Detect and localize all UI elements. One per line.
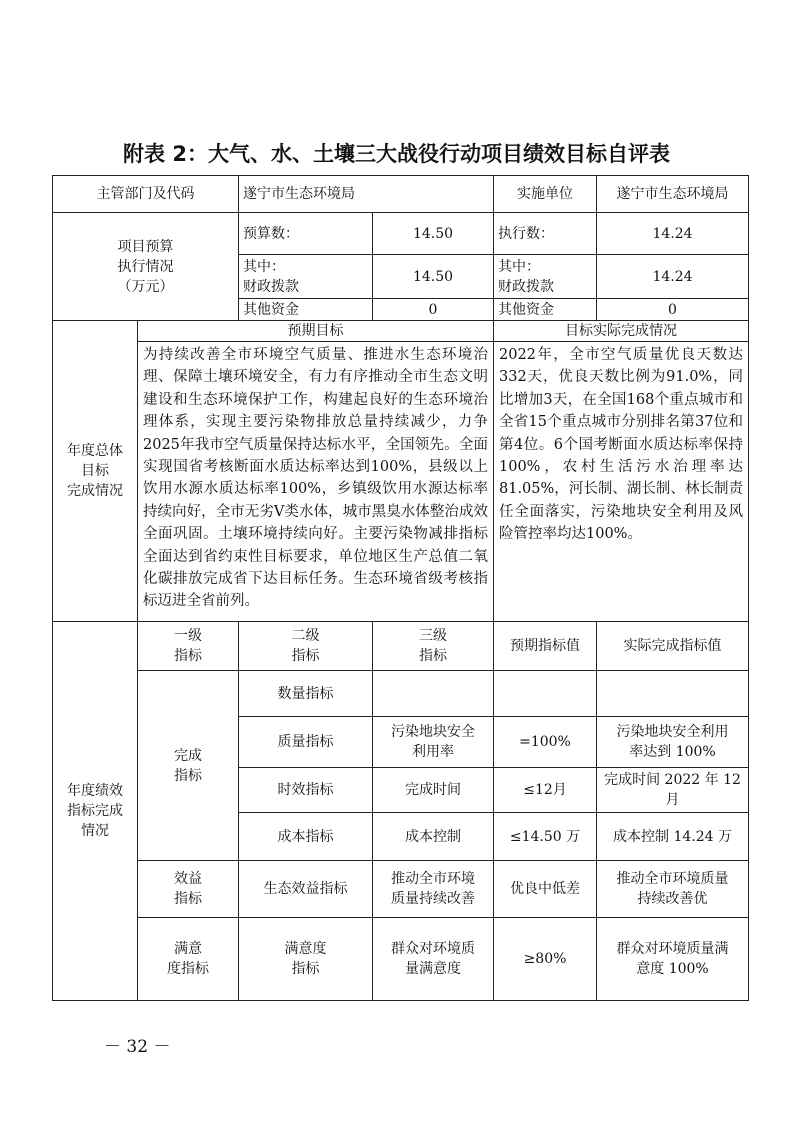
header-expected: 预期指标值 <box>494 622 597 671</box>
expected-value: =100% <box>494 717 597 768</box>
table-row <box>53 671 749 717</box>
fiscal-label: 其中： 财政拨款 <box>239 255 373 299</box>
level3: 推动全市环境 质量持续改善 <box>373 861 494 918</box>
actual-value: 成本控制 14.24 万 <box>597 813 749 861</box>
level2: 数量指标 <box>239 671 373 717</box>
actual-value: 完成时间 2022 年 12 月 <box>597 768 749 813</box>
level3: 成本控制 <box>373 813 494 861</box>
other-funds-label-exec: 其他资金 <box>494 299 597 321</box>
benefit-label: 效益 指标 <box>138 861 239 918</box>
other-funds-label: 其他资金 <box>239 299 373 321</box>
actual-value: 群众对环境质量满 意度 100% <box>597 918 749 1001</box>
expected-value: ≥80% <box>494 918 597 1001</box>
level3 <box>373 671 494 717</box>
completion-label: 完成 指标 <box>138 671 239 861</box>
fiscal-exec: 14.24 <box>597 255 749 299</box>
annual-goals-label: 年度总体 目标 完成情况 <box>53 321 138 622</box>
exec-count-label: 执行数： <box>494 213 597 255</box>
other-funds-budget: 0 <box>373 299 494 321</box>
level2: 时效指标 <box>239 768 373 813</box>
expected-goals-text: 为持续改善全市环境空气质量、推进水生态环境治理、保障土壤环境安全，有力有序推动全市生态文明建设和生态环境保护工作，构建起良好的生态环境治理体系，实现主要污染物排放总量持续减少，力争2025年我市空气质量保持达标水平，全国领先。全面实现国省考核断面水质达标率达到100%，县级以上饮用水源水质达标率100%，乡镇级饮用水源达标率持续向好，全市无劣V类水体，城市黑臭水体整治成效全面巩固。土壤环境持续向好。主要污染物减排指标全面达到省约束性目标要求，单位地区生产总值二氧化碳排放完成省下达目标任务。生态环境省级考核指标迈进全省前列。 <box>138 342 494 622</box>
indicators-label: 年度绩效 指标完成 情况 <box>53 622 138 1001</box>
fiscal-budget: 14.50 <box>373 255 494 299</box>
level3: 污染地块安全 利用率 <box>373 717 494 768</box>
level3: 群众对环境质 量满意度 <box>373 918 494 1001</box>
header-actual: 实际完成指标值 <box>597 622 749 671</box>
actual-goals-header: 目标实际完成情况 <box>494 321 749 342</box>
header-level1: 一级 指标 <box>138 622 239 671</box>
actual-value <box>597 671 749 717</box>
expected-value: ≤12月 <box>494 768 597 813</box>
self-evaluation-table <box>52 175 749 1001</box>
table-row <box>53 918 749 1001</box>
dept-label: 主管部门及代码 <box>53 176 239 213</box>
expected-value: 优良中低差 <box>494 861 597 918</box>
fiscal-label-exec: 其中： 财政拨款 <box>494 255 597 299</box>
actual-goals-text: 2022年，全市空气质量优良天数达332天，优良天数比例为91.0%，同比增加3天，在全国168个重点城市和全省15个重点城市分别排名第37位和第4位。6个国考断面水质达标率保持100%，农村生活污水治理率达81.05%，河长制、湖长制、林长制责任全面落实，污染地块安全利用及风险管控率均达100%。 <box>494 342 749 622</box>
header-level3: 三级 指标 <box>373 622 494 671</box>
exec-count-value: 14.24 <box>597 213 749 255</box>
header-level2: 二级 指标 <box>239 622 373 671</box>
table-row <box>53 861 749 918</box>
level2: 满意度 指标 <box>239 918 373 1001</box>
actual-value: 污染地块安全利用 率达到 100% <box>597 717 749 768</box>
budget-label: 项目预算 执行情况 （万元） <box>53 213 239 321</box>
expected-value: ≤14.50 万 <box>494 813 597 861</box>
actual-value: 推动全市环境质量 持续改善优 <box>597 861 749 918</box>
expected-value <box>494 671 597 717</box>
unit-value: 遂宁市生态环境局 <box>597 176 749 213</box>
budget-count-value: 14.50 <box>373 213 494 255</box>
level3: 完成时间 <box>373 768 494 813</box>
dept-value: 遂宁市生态环境局 <box>239 176 494 213</box>
budget-count-label: 预算数： <box>239 213 373 255</box>
level2: 质量指标 <box>239 717 373 768</box>
page-title: 附表 2：大气、水、土壤三大战役行动项目绩效目标自评表 <box>123 142 670 166</box>
other-funds-exec: 0 <box>597 299 749 321</box>
level2: 生态效益指标 <box>239 861 373 918</box>
unit-label: 实施单位 <box>494 176 597 213</box>
expected-goals-header: 预期目标 <box>138 321 494 342</box>
satisfaction-label: 满意 度指标 <box>138 918 239 1001</box>
level2: 成本指标 <box>239 813 373 861</box>
page-number: － 32 － <box>104 1037 171 1057</box>
